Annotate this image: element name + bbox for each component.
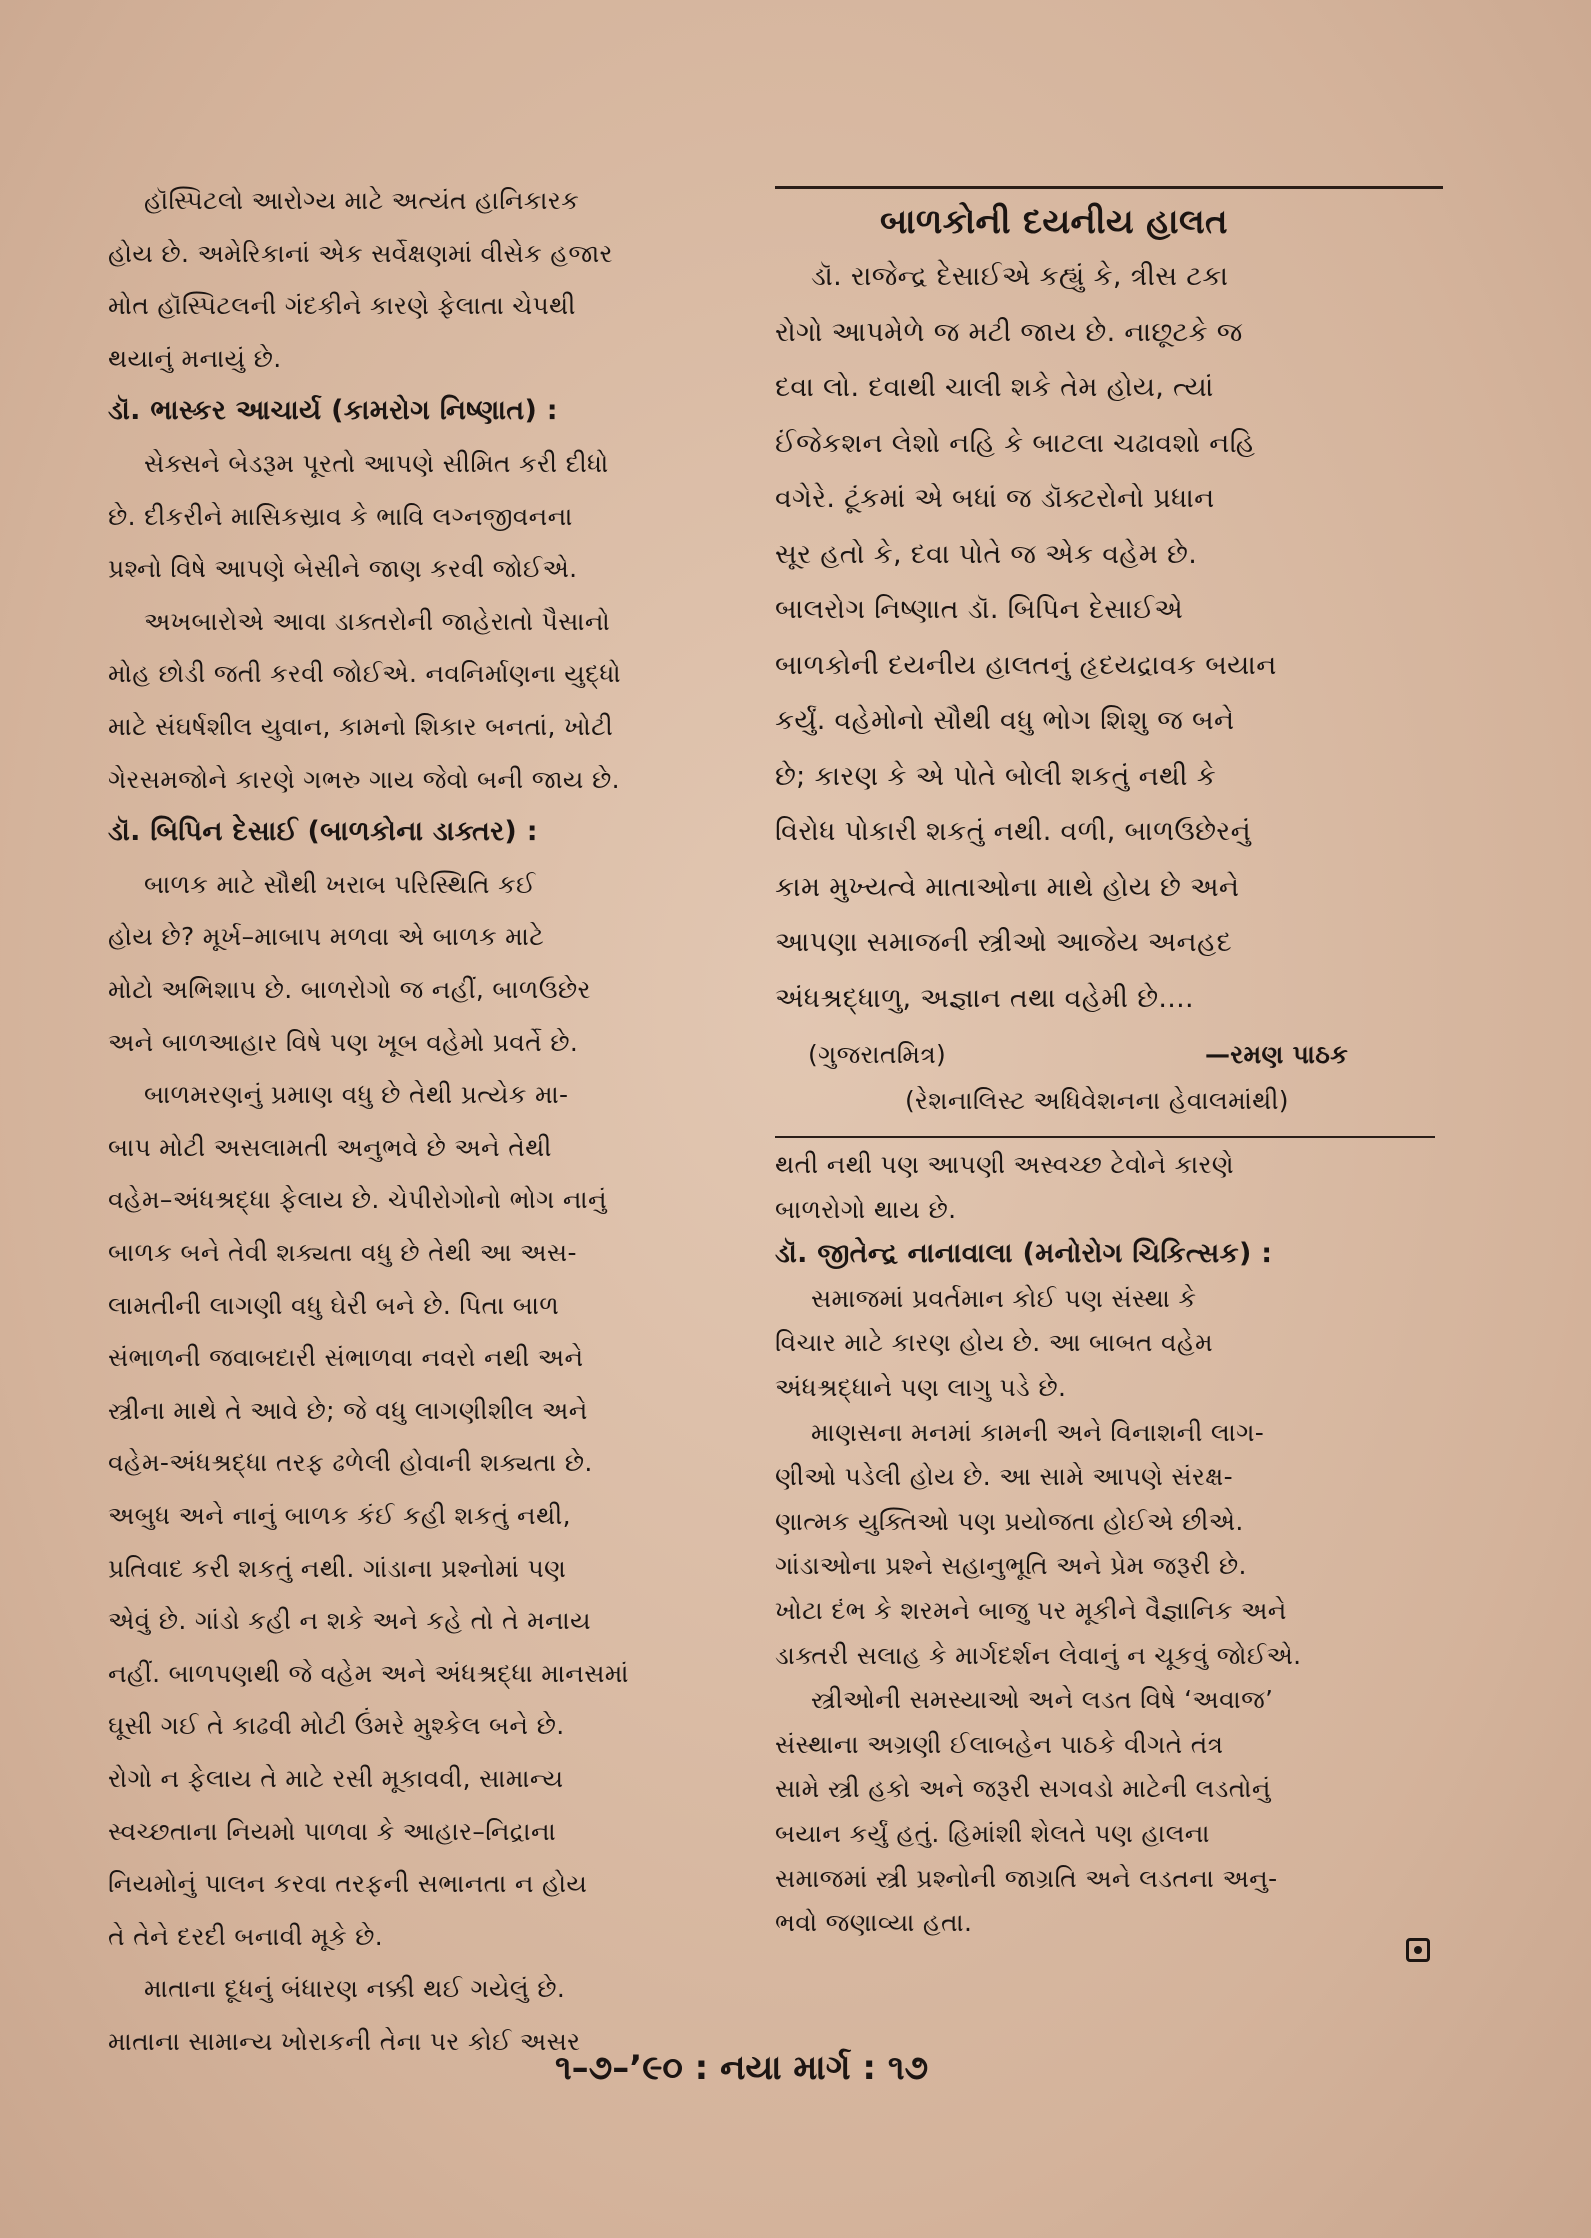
- text-line: ગાંડાઓના પ્રશ્ને સહાનુભૂતિ અને પ્રેમ જરૂરી છે.: [775, 1551, 1247, 1581]
- text-line: બાલરોગ નિષ્ણાત ડૉ. બિપિન દેસાઈએ: [775, 594, 1184, 625]
- text-line: અંધશ્રદ્ધાળુ, અજ્ઞાન તથા વહેમી છે....: [775, 982, 1194, 1014]
- text-line: માણસના મનમાં કામની અને વિનાશની લાગ-: [811, 1417, 1265, 1447]
- text-line: રોગો ન ફેલાય તે માટે રસી મૂકાવવી, સામાન્ય: [108, 1764, 564, 1793]
- text-line: પ્રતિવાદ કરી શકતું નથી. ગાંડાના પ્રશ્નોમાં પણ: [108, 1553, 567, 1583]
- text-line: ઘૂસી ગઈ તે કાઢવી મોટી ઉંમરે મુશ્કેલ બને છે.: [108, 1711, 565, 1741]
- text-line: વિચાર માટે કારણ હોય છે. આ બાબત વહેમ: [775, 1328, 1213, 1358]
- text-line: સંભાળની જવાબદારી સંભાળવા નવરો નથી અને: [108, 1343, 584, 1373]
- box-bottom-rule: [775, 1136, 1435, 1138]
- box-author: —રમણ પાઠક: [1205, 1040, 1349, 1069]
- text-line: થયાનું મનાયું છે.: [108, 343, 282, 373]
- text-line: બયાન કર્યું હતું. હિમાંશી શેલતે પણ હાલના: [775, 1819, 1210, 1848]
- text-line: પ્રશ્નો વિષે આપણે બેસીને જાણ કરવી જોઈએ.: [108, 554, 578, 584]
- text-line: વિરોધ પોકારી શકતું નથી. વળી, બાળઉછેરનું: [775, 816, 1251, 847]
- text-line: ગેરસમજોને કારણે ગભરુ ગાય જેવો બની જાય છે.: [108, 764, 620, 794]
- text-line: નિયમોનું પાલન કરવા તરફની સભાનતા ન હોય: [108, 1869, 588, 1899]
- box-note: (રેશનાલિસ્ટ અધિવેશનના હેવાલમાંથી): [905, 1086, 1289, 1115]
- text-line: સંસ્થાના અગ્રણી ઈલાબહેન પાઠકે વીગતે તંત્ર: [775, 1729, 1224, 1759]
- end-mark-icon: [1406, 1938, 1430, 1962]
- text-line: ણીઓ પડેલી હોય છે. આ સામે આપણે સંરક્ષ-: [775, 1462, 1233, 1492]
- box-source: (ગુજરાતમિત્ર): [808, 1040, 947, 1069]
- text-line: વહેમ–અંધશ્રદ્ધા ફેલાય છે. ચેપીરોગોનો ભોગ નાનું: [108, 1185, 607, 1215]
- text-line: હોય છે? મૂર્ખ–માબાપ મળવા એ બાળક માટે: [108, 922, 545, 952]
- text-line: હૉસ્પિટલો આરોગ્ય માટે અત્યંત હાનિકારક: [144, 186, 580, 215]
- text-line: કામ મુખ્યત્વે માતાઓના માથે હોય છે અને: [775, 871, 1240, 903]
- text-line: ભવો જણાવ્યા હતા.: [775, 1908, 973, 1938]
- text-line: સમાજમાં પ્રવર્તમાન કોઈ પણ સંસ્થા કે: [811, 1283, 1197, 1313]
- text-line: હોય છે. અમેરિકાનાં એક સર્વેક્ષણમાં વીસેક હજાર: [108, 238, 613, 268]
- page-footer: ૧–૭–’૯૦ : નયા માર્ગ : ૧૭: [555, 2048, 929, 2088]
- text-line: માતાના દૂધનું બંધારણ નક્કી થઈ ગયેલું છે.: [144, 1974, 566, 2004]
- text-line: દવા લો. દવાથી ચાલી શકે તેમ હોય, ત્યાં: [775, 372, 1214, 403]
- text-line: બાપ મોટી અસલામતી અનુભવે છે અને તેથી: [108, 1132, 552, 1162]
- text-line: સામે સ્ત્રી હકો અને જરૂરી સગવડો માટેની લડતોનું: [775, 1774, 1271, 1804]
- speaker-heading: ડૉ. બિપિન દેસાઈ (બાળકોના ડાક્તર) :: [108, 816, 538, 848]
- text-line: સેક્સને બેડરૂમ પૂરતો આપણે સીમિત કરી દીધો: [144, 449, 609, 478]
- text-line: સ્વચ્છતાના નિયમો પાળવા કે આહાર–નિદ્રાના: [108, 1816, 557, 1846]
- text-line: બાળરોગો થાય છે.: [775, 1194, 957, 1224]
- text-line: ઈંજેકશન લેશો નહિ કે બાટલા ચઢાવશો નહિ: [775, 427, 1256, 459]
- text-line: લામતીની લાગણી વધુ ઘેરી બને છે. પિતા બાળ: [108, 1290, 560, 1320]
- text-line: મોત હૉસ્પિટલની ગંદકીને કારણે ફેલાતા ચેપથી: [108, 291, 576, 321]
- text-line: બાળક માટે સૌથી ખરાબ પરિસ્થિતિ કઈ: [144, 869, 536, 899]
- text-line: ખોટા દંભ કે શરમને બાજુ પર મૂકીને વૈજ્ઞાનિક અને: [775, 1596, 1287, 1625]
- text-line: સમાજમાં સ્ત્રી પ્રશ્નોની જાગ્રતિ અને લડતના અનુ-: [775, 1863, 1278, 1893]
- text-line: બાળક બને તેવી શક્યતા વધુ છે તેથી આ અસ-: [108, 1238, 577, 1267]
- text-line: રોગો આપમેળે જ મટી જાય છે. નાછૂટકે જ: [775, 316, 1243, 348]
- text-line: આપણા સમાજની સ્ત્રીઓ આજેય અનહદ: [775, 927, 1232, 958]
- text-line: છે; કારણ કે એ પોતે બોલી શકતું નથી કે: [775, 760, 1216, 792]
- text-line: નહીં. બાળપણથી જે વહેમ અને અંધશ્રદ્ધા માનસમાં: [108, 1658, 629, 1688]
- text-line: ડૉ. રાજેન્દ્ર દેસાઈએ કહ્યું કે, ત્રીસ ટકા: [811, 261, 1229, 292]
- speaker-heading: ડૉ. જીતેન્દ્ર નાનાવાલા (મનોરોગ ચિકિત્સક) :: [775, 1238, 1273, 1270]
- text-line: અને બાળઆહાર વિષે પણ ખૂબ વહેમો પ્રવર્તે છે.: [108, 1027, 579, 1057]
- text-line: એવું છે. ગાંડો કહી ન શકે અને કહે તો તે મનાય: [108, 1606, 591, 1636]
- text-line: ડાક્તરી સલાહ કે માર્ગદર્શન લેવાનું ન ચૂકવું જોઈએ.: [775, 1640, 1302, 1670]
- text-line: સ્ત્રીના માથે તે આવે છે; જે વધુ લાગણીશીલ અને: [108, 1395, 588, 1425]
- text-line: સૂર હતો કે, દવા પોતે જ એક વહેમ છે.: [775, 538, 1198, 570]
- text-line: વગેરે. ટૂંકમાં એ બધાં જ ડૉક્ટરોનો પ્રધાન: [775, 483, 1215, 514]
- text-line: છે. દીકરીને માસિકસ્રાવ કે ભાવિ લગ્નજીવનના: [108, 501, 573, 531]
- text-line: અબુધ અને નાનું બાળક કંઈ કહી શકતું નથી,: [108, 1501, 571, 1530]
- text-line: માતાના સામાન્ય ખોરાકની તેના પર કોઈ અસર: [108, 2027, 581, 2056]
- text-line: ણાત્મક યુક્તિઓ પણ પ્રયોજતા હોઈએ છીએ.: [775, 1506, 1244, 1536]
- text-line: અખબારોએ આવા ડાક્તરોની જાહેરાતો પૈસાનો: [144, 606, 611, 636]
- text-line: બાળમરણનું પ્રમાણ વધુ છે તેથી પ્રત્યેક મા-: [144, 1080, 569, 1110]
- speaker-heading: ડૉ. ભાસ્કર આચાર્ય (કામરોગ નિષ્ણાત) :: [108, 395, 558, 427]
- box-top-rule: [775, 186, 1443, 189]
- text-line: મોહ છોડી જતી કરવી જોઈએ. નવનિર્માણના યુદ્ધો: [108, 659, 621, 689]
- text-line: તે તેને દરદી બનાવી મૂકે છે.: [108, 1921, 384, 1951]
- text-line: મોટો અભિશાપ છે. બાળરોગો જ નહીં, બાળઉછેર: [108, 975, 591, 1004]
- text-line: માટે સંઘર્ષશીલ યુવાન, કામનો શિકાર બનતાં, ખોટી: [108, 712, 614, 741]
- text-line: કર્યું. વહેમોનો સૌથી વધુ ભોગ શિશુ જ બને: [775, 705, 1235, 736]
- text-line: બાળકોની દયનીય હાલતનું હૃદયદ્રાવક બયાન: [775, 649, 1277, 681]
- text-line: અંધશ્રદ્ધાને પણ લાગુ પડે છે.: [775, 1373, 1067, 1402]
- text-line: વહેમ-અંધશ્રદ્ધા તરફ ઢળેલી હોવાની શક્યતા છે.: [108, 1448, 593, 1478]
- text-line: થતી નથી પણ આપણી અસ્વચ્છ ટેવોને કારણે: [775, 1150, 1234, 1179]
- box-title: બાળકોની દયનીય હાલત: [880, 202, 1228, 242]
- text-line: સ્ત્રીઓની સમસ્યાઓ અને લડત વિષે ‘અવાજ’: [811, 1685, 1274, 1715]
